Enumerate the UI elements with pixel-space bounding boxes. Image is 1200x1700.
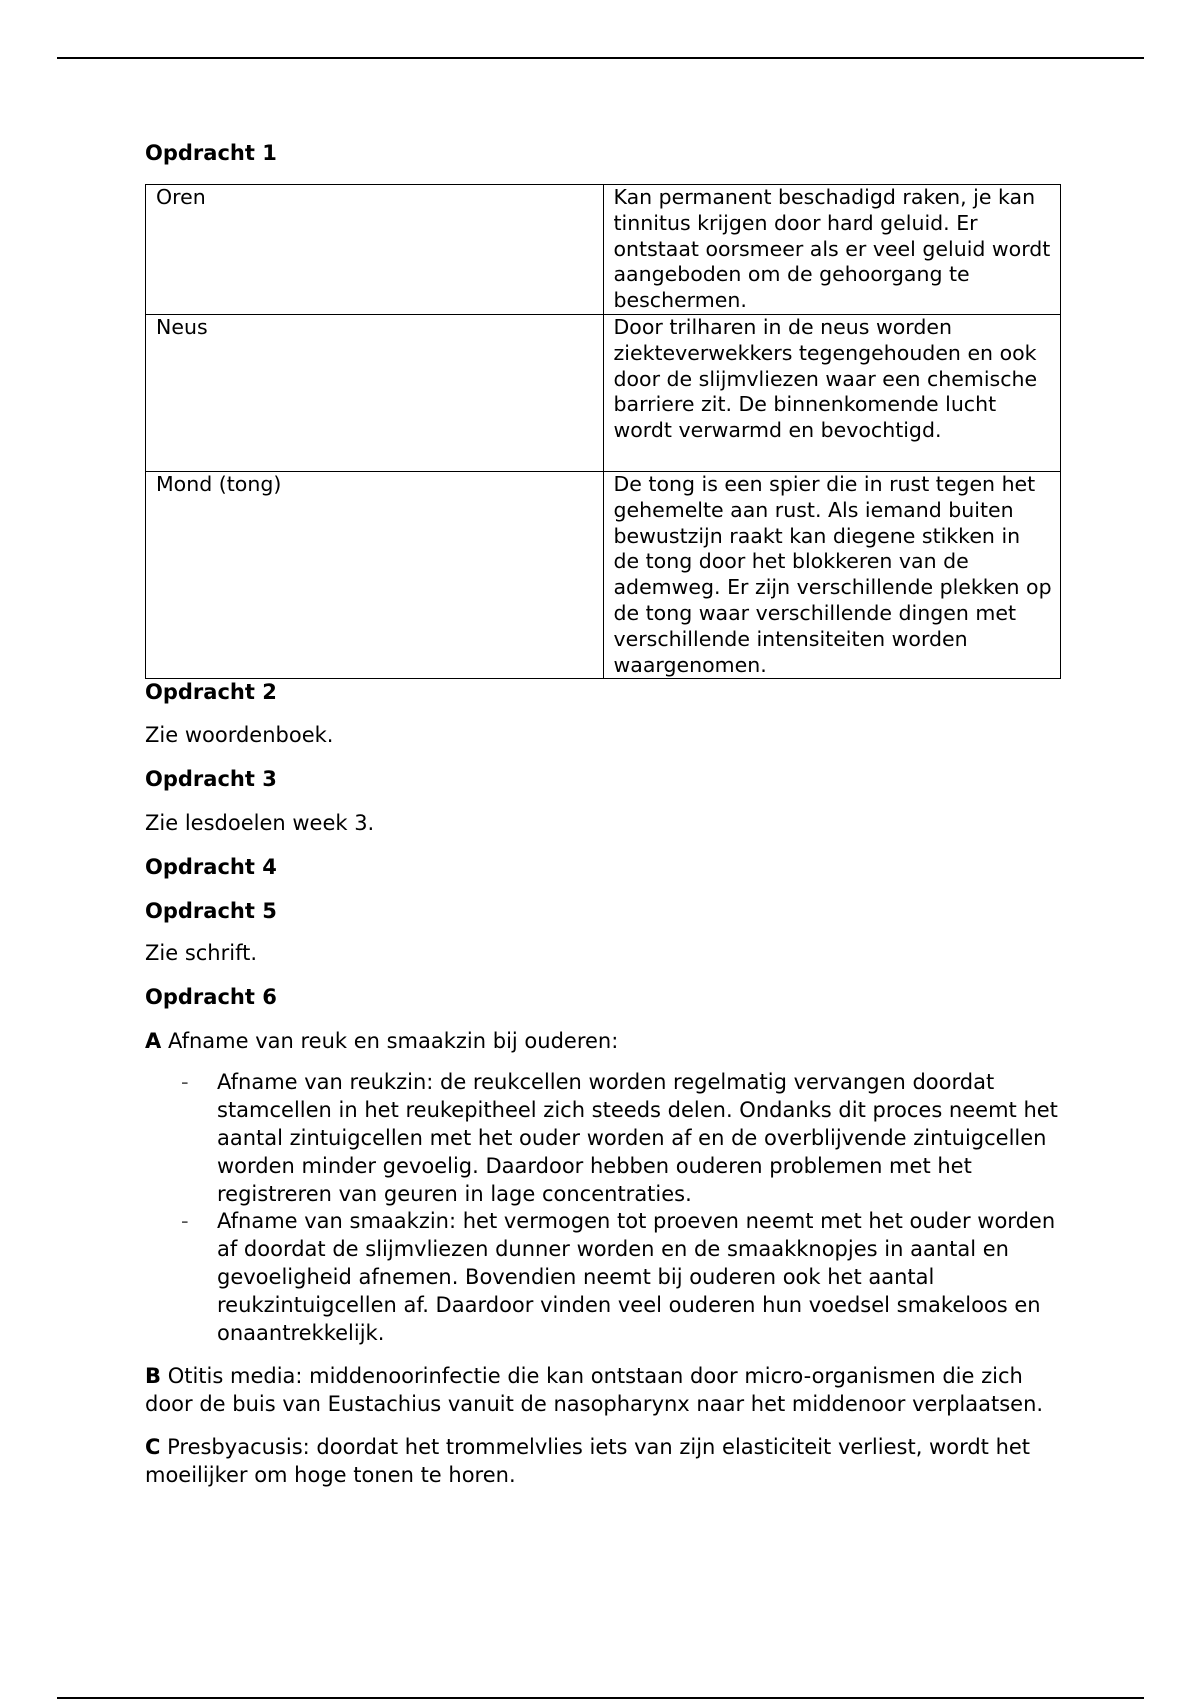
header-rule — [57, 57, 1144, 59]
opdracht-6a-paragraph — [145, 1028, 1065, 1054]
opdracht-6a-list — [145, 1069, 1065, 1347]
opdracht-5-heading: Opdracht 5 — [145, 899, 277, 924]
opdracht-3-heading: Opdracht 3 — [145, 767, 277, 792]
opdracht-3-text: Zie lesdoelen week 3. — [145, 811, 375, 836]
document-body — [145, 140, 1065, 1489]
opdracht-6c-paragraph — [145, 1434, 1065, 1489]
opdracht-6a-label: A — [145, 1029, 162, 1054]
table-row — [146, 185, 1061, 315]
list-item: - Afname van smaakzin: het vermogen tot proeven neemt met het ouder worden af doordat de slijmvliezen dunner worden en de smaakknopjes in aantal en gevoeligheid afnemen. Bovendien neemt bij ouderen ook het aantal reukzintuigcellen af. Daardoor vinden veel ouderen hun voedsel smakeloos en onaantrekkelijk. — [217, 1208, 1065, 1347]
opdracht-1-heading: Opdracht 1 — [145, 141, 277, 165]
opdracht-6b-text: Otitis media: middenoorinfectie die kan ontstaan door micro-organismen die zich door de buis van Eustachius vanuit de nasopharynx naar het middenoor verplaatsen. — [145, 1364, 1044, 1416]
opdracht-6c-label: C — [145, 1435, 161, 1460]
opdracht-5-text: Zie schrift. — [145, 941, 258, 966]
senses-table — [145, 184, 1061, 679]
opdracht-6b-paragraph — [145, 1363, 1065, 1418]
table-cell-description: Kan permanent beschadigd raken, je kan tinnitus krijgen door hard geluid. Er ontstaat oorsmeer als er veel geluid wordt aangeboden om de gehoorgang te beschermen. — [603, 185, 1061, 315]
opdracht-2-text: Zie woordenboek. — [145, 723, 334, 748]
table-cell-organ: Oren — [146, 185, 604, 315]
opdracht-6-heading: Opdracht 6 — [145, 985, 277, 1010]
list-item: - Afname van reukzin: de reukcellen worden regelmatig vervangen doordat stamcellen in het reukepitheel zich steeds delen. Ondanks dit proces neemt het aantal zintuigcellen met het ouder worden af en de overblijvende zintuigcellen worden minder gevoelig. Daardoor hebben ouderen problemen met het registreren van geuren in lage concentraties. — [217, 1069, 1065, 1208]
footer-rule — [57, 1697, 1144, 1699]
opdracht-6c-text: Presbyacusis: doordat het trommelvlies iets van zijn elasticiteit verliest, wordt het moeilijker om hoge tonen te horen. — [145, 1435, 1031, 1487]
table-cell-description: De tong is een spier die in rust tegen het gehemelte aan rust. Als iemand buiten bewustzijn raakt kan diegene stikken in de tong door het blokkeren van de ademweg. Er zijn verschillende plekken op de tong waar verschillende dingen met verschillende intensiteiten worden waargenomen. — [603, 472, 1061, 679]
table-row — [146, 315, 1061, 472]
opdracht-2-heading: Opdracht 2 — [145, 680, 277, 705]
table-cell-organ: Mond (tong) — [146, 472, 604, 679]
opdracht-4-heading: Opdracht 4 — [145, 855, 277, 880]
opdracht-6b-label: B — [145, 1364, 162, 1389]
table-cell-organ: Neus — [146, 315, 604, 472]
table-cell-description: Door trilharen in de neus worden ziekteverwekkers tegengehouden en ook door de slijmvliezen waar een chemische barriere zit. De binnenkomende lucht wordt verwarmd en bevochtigd. — [603, 315, 1061, 472]
opdracht-6a-text: Afname van reuk en smaakzin bij ouderen: — [167, 1029, 619, 1054]
table-row — [146, 472, 1061, 679]
